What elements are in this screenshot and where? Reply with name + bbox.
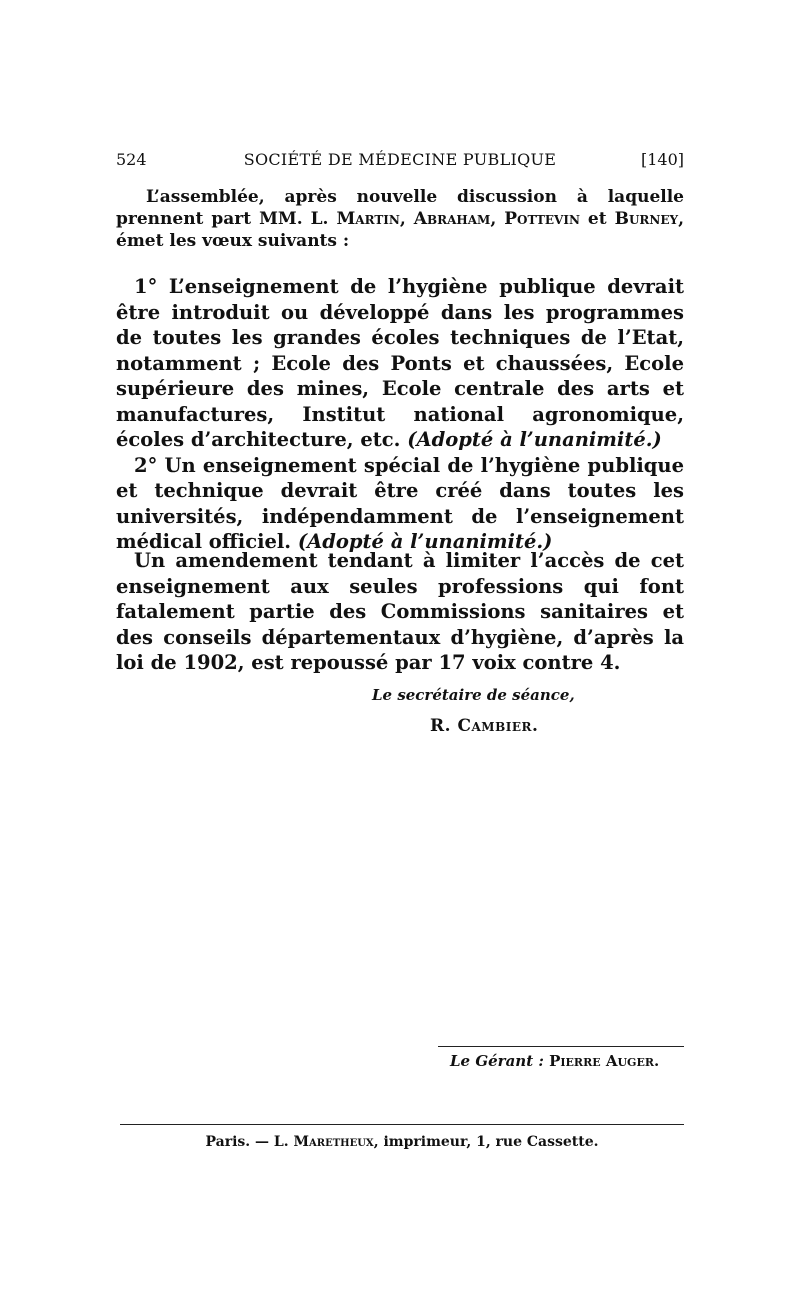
name-burney: Burney <box>614 209 679 229</box>
signature-name: R. Cambier. <box>430 716 539 736</box>
page-number: 524 <box>116 150 147 169</box>
footer-rule <box>120 1124 684 1125</box>
name-martin: Martin <box>336 209 400 229</box>
gerant-name: Pierre Auger. <box>549 1052 660 1070</box>
resolution-vote: (Adopté à l’unanimité.) <box>297 530 553 553</box>
intro-separator: , <box>490 209 505 229</box>
intro-separator: , <box>399 209 414 229</box>
resolution-text: 1° L’enseignement de l’hygiène publique devrait être introduit ou développé dans les programmes de toutes les grandes écoles techniques de l’Etat, notamment ; Ecole des Ponts et chaussées, Ecole supérieure des mines, Ecole centrale des arts et manufactures, Institut national agronomique, écoles d’architecture, etc. <box>116 275 684 451</box>
intro-paragraph <box>116 186 684 252</box>
amendment-paragraph: Un amendement tendant à limiter l’accès de cet enseignement aux seules professions qui font fatalement partie des Commissions sanitaires et des conseils départementaux d’hygiène, d’après la loi de 1902, est repoussé par 17 voix contre 4. <box>116 549 684 674</box>
resolution-vote: (Adopté à l’unanimité.) <box>407 428 662 451</box>
printer-name: Maretheux <box>293 1134 374 1150</box>
reference-number: [140] <box>640 150 684 169</box>
signature-role: Le secrétaire de séance, <box>372 686 575 704</box>
printer-suffix: , imprimeur, 1, rue Cassette. <box>373 1134 599 1150</box>
resolution-2 <box>116 453 684 555</box>
name-pottevin: Pottevin <box>504 209 580 229</box>
printer-prefix: Paris. — L. <box>205 1134 294 1150</box>
running-header <box>116 150 684 174</box>
running-title: SOCIÉTÉ DE MÉDECINE PUBLIQUE <box>243 150 557 169</box>
resolution-text: 2° Un enseignement spécial de l’hygiène publique et technique devrait être créé dans toutes les universités, indépendamment de l’enseignement médical officiel. <box>116 453 684 553</box>
intro-text: , émet les vœux suivants : <box>116 209 684 251</box>
gerant-rule <box>438 1046 684 1047</box>
gerant-line <box>450 1052 659 1070</box>
intro-text: L’assemblée, après nouvelle discussion à laquelle prennent part MM. L. <box>116 187 684 229</box>
gerant-role: Le Gérant : <box>450 1052 544 1070</box>
name-abraham: Abraham <box>413 209 491 229</box>
intro-separator: et <box>579 209 615 229</box>
resolution-1 <box>116 274 684 453</box>
printer-line <box>120 1134 684 1150</box>
resolutions <box>116 274 684 555</box>
